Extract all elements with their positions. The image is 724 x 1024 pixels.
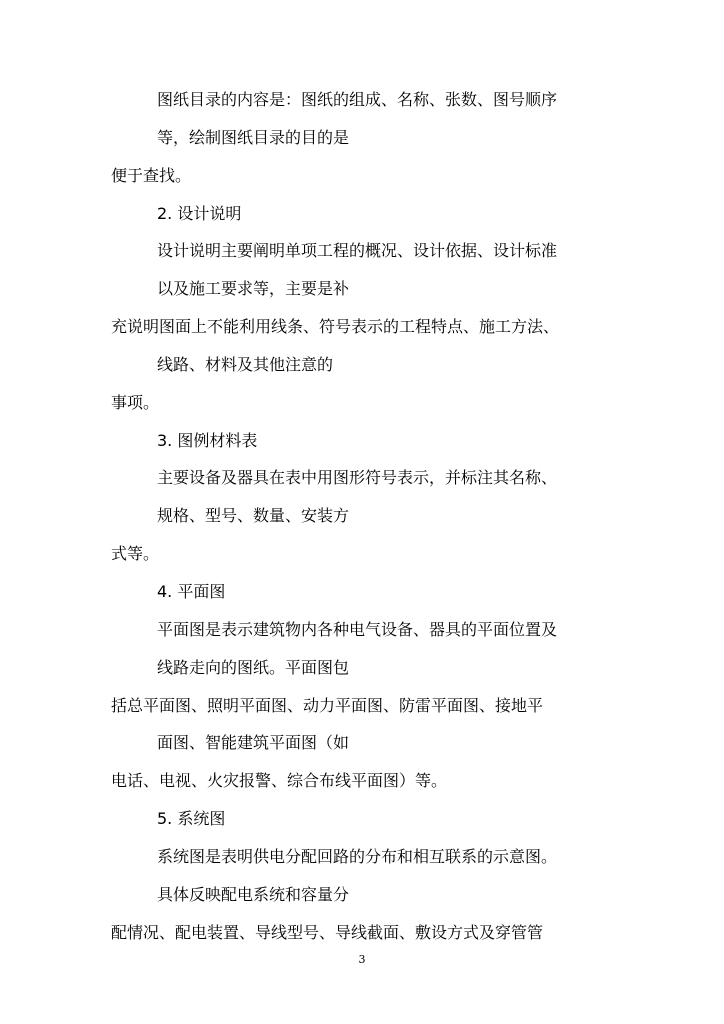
text-line: 便于查找。 [111, 166, 192, 185]
text-line: 电话、电视、火灾报警、综合布线平面图）等。 [111, 771, 448, 790]
text-line: 主要设备及器具在表中用图形符号表示，并标注其名称、 [157, 468, 558, 487]
text-line: 系统图是表明供电分配回路的分布和相互联系的示意图。 [157, 847, 558, 866]
text-line: 等，绘制图纸目录的目的是 [157, 128, 350, 147]
text-line: 图纸目录的内容是：图纸的组成、名称、张数、图号顺序 [157, 90, 558, 109]
section-heading: 5. 系统图 [157, 809, 226, 828]
section-heading: 4. 平面图 [157, 582, 226, 601]
page-number: 3 [358, 953, 366, 966]
text-line: 括总平面图、照明平面图、动力平面图、防雷平面图、接地平 [111, 696, 544, 715]
section-heading: 3. 图例材料表 [157, 431, 258, 450]
section-heading: 2. 设计说明 [157, 204, 242, 223]
text-line: 设计说明主要阐明单项工程的概况、设计依据、设计标准 [157, 241, 558, 260]
text-line: 线路、材料及其他注意的 [157, 355, 334, 374]
text-line: 平面图是表示建筑物内各种电气设备、器具的平面位置及 [157, 620, 558, 639]
text-line: 面图、智能建筑平面图（如 [157, 733, 350, 752]
text-line: 充说明图面上不能利用线条、符号表示的工程特点、施工方法、 [111, 317, 560, 336]
text-line: 事项。 [111, 393, 160, 412]
text-line: 规格、型号、数量、安装方 [157, 506, 350, 525]
text-line: 配情况、配电装置、导线型号、导线截面、敷设方式及穿管管 [111, 923, 544, 942]
text-line: 式等。 [111, 544, 160, 563]
text-line: 以及施工要求等，主要是补 [157, 279, 350, 298]
text-line: 具体反映配电系统和容量分 [157, 885, 350, 904]
text-line: 线路走向的图纸。平面图包 [157, 658, 350, 677]
